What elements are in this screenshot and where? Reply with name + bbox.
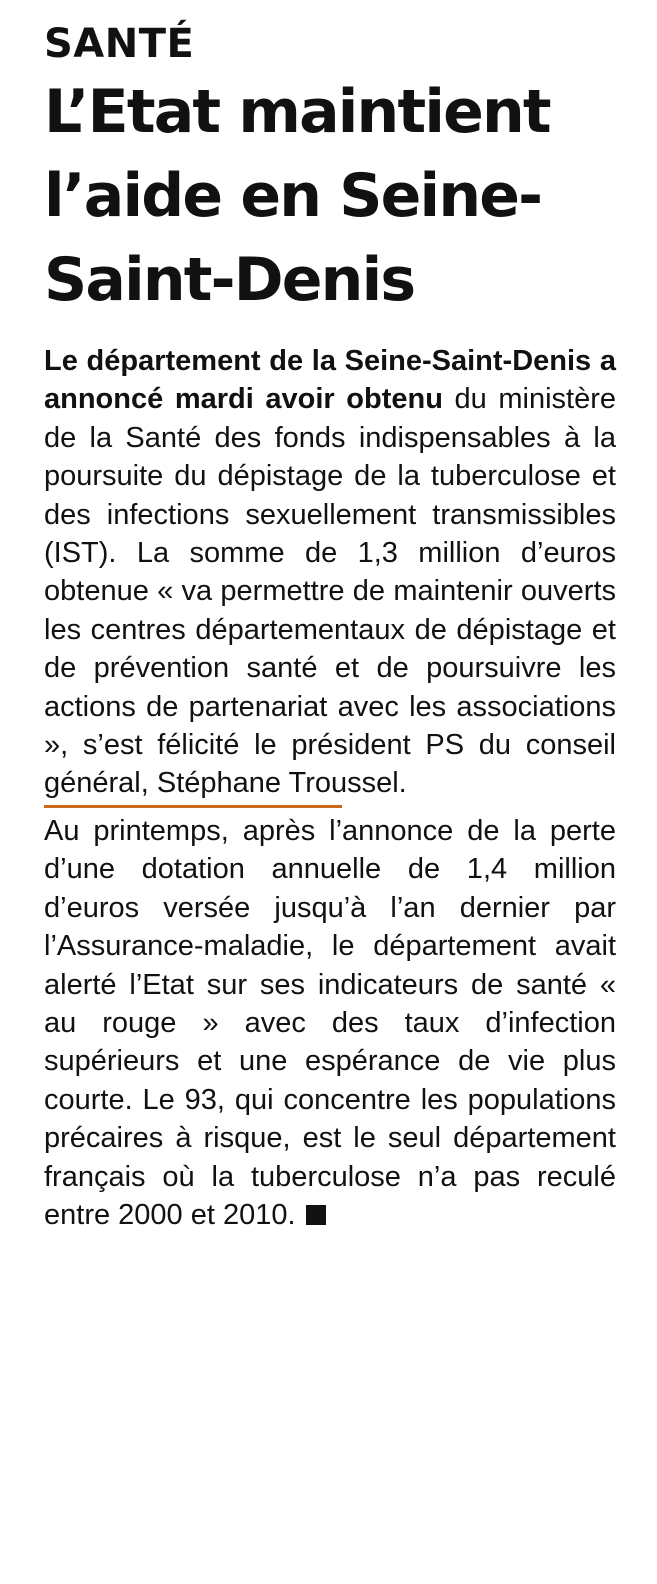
- article-body: [44, 342, 616, 1234]
- headline-line-2: l’aide en Seine-: [44, 161, 542, 231]
- orange-divider: [44, 805, 342, 808]
- lead-text: Le département de la Seine-Saint-Denis a annoncé mardi avoir obtenu: [44, 345, 616, 416]
- paragraph-2: [44, 812, 616, 1234]
- section-rubric: SANTÉ: [44, 21, 195, 67]
- end-mark-icon: [306, 1205, 326, 1225]
- news-article: [44, 18, 616, 1234]
- headline-line-1: L’Etat maintient: [44, 77, 550, 147]
- paragraph-2-text: Au printemps, après l’annonce de la perte d’une dotation annuelle de 1,4 million d’euros versée jusqu’à l’an dernier par l’Assurance-maladie, le département avait alerté l’Etat sur ses indicateurs de santé « au rouge » avec des taux d’infection supérieurs et une espérance de vie plus courte. Le 93, qui concentre les populations précaires à risque, est le seul département français où la tuberculose n’a pas reculé entre 2000 et 2010.: [44, 814, 616, 1231]
- paragraph-1-text: du ministère de la Santé des fonds indispensables à la poursuite du dépistage de la tuberculose et des infections sexuellement transmissibles (IST). La somme de 1,3 million d’euros obtenue « va permettre de maintenir ouverts les centres départementaux de dépistage et de prévention santé et de poursuivre les actions de partenariat avec les associations », s’est félicité le président PS du conseil général, Stéphane Troussel.: [44, 383, 617, 800]
- headline: [44, 70, 616, 322]
- paragraph-1: [44, 342, 616, 803]
- headline-line-3: Saint-Denis: [44, 245, 415, 315]
